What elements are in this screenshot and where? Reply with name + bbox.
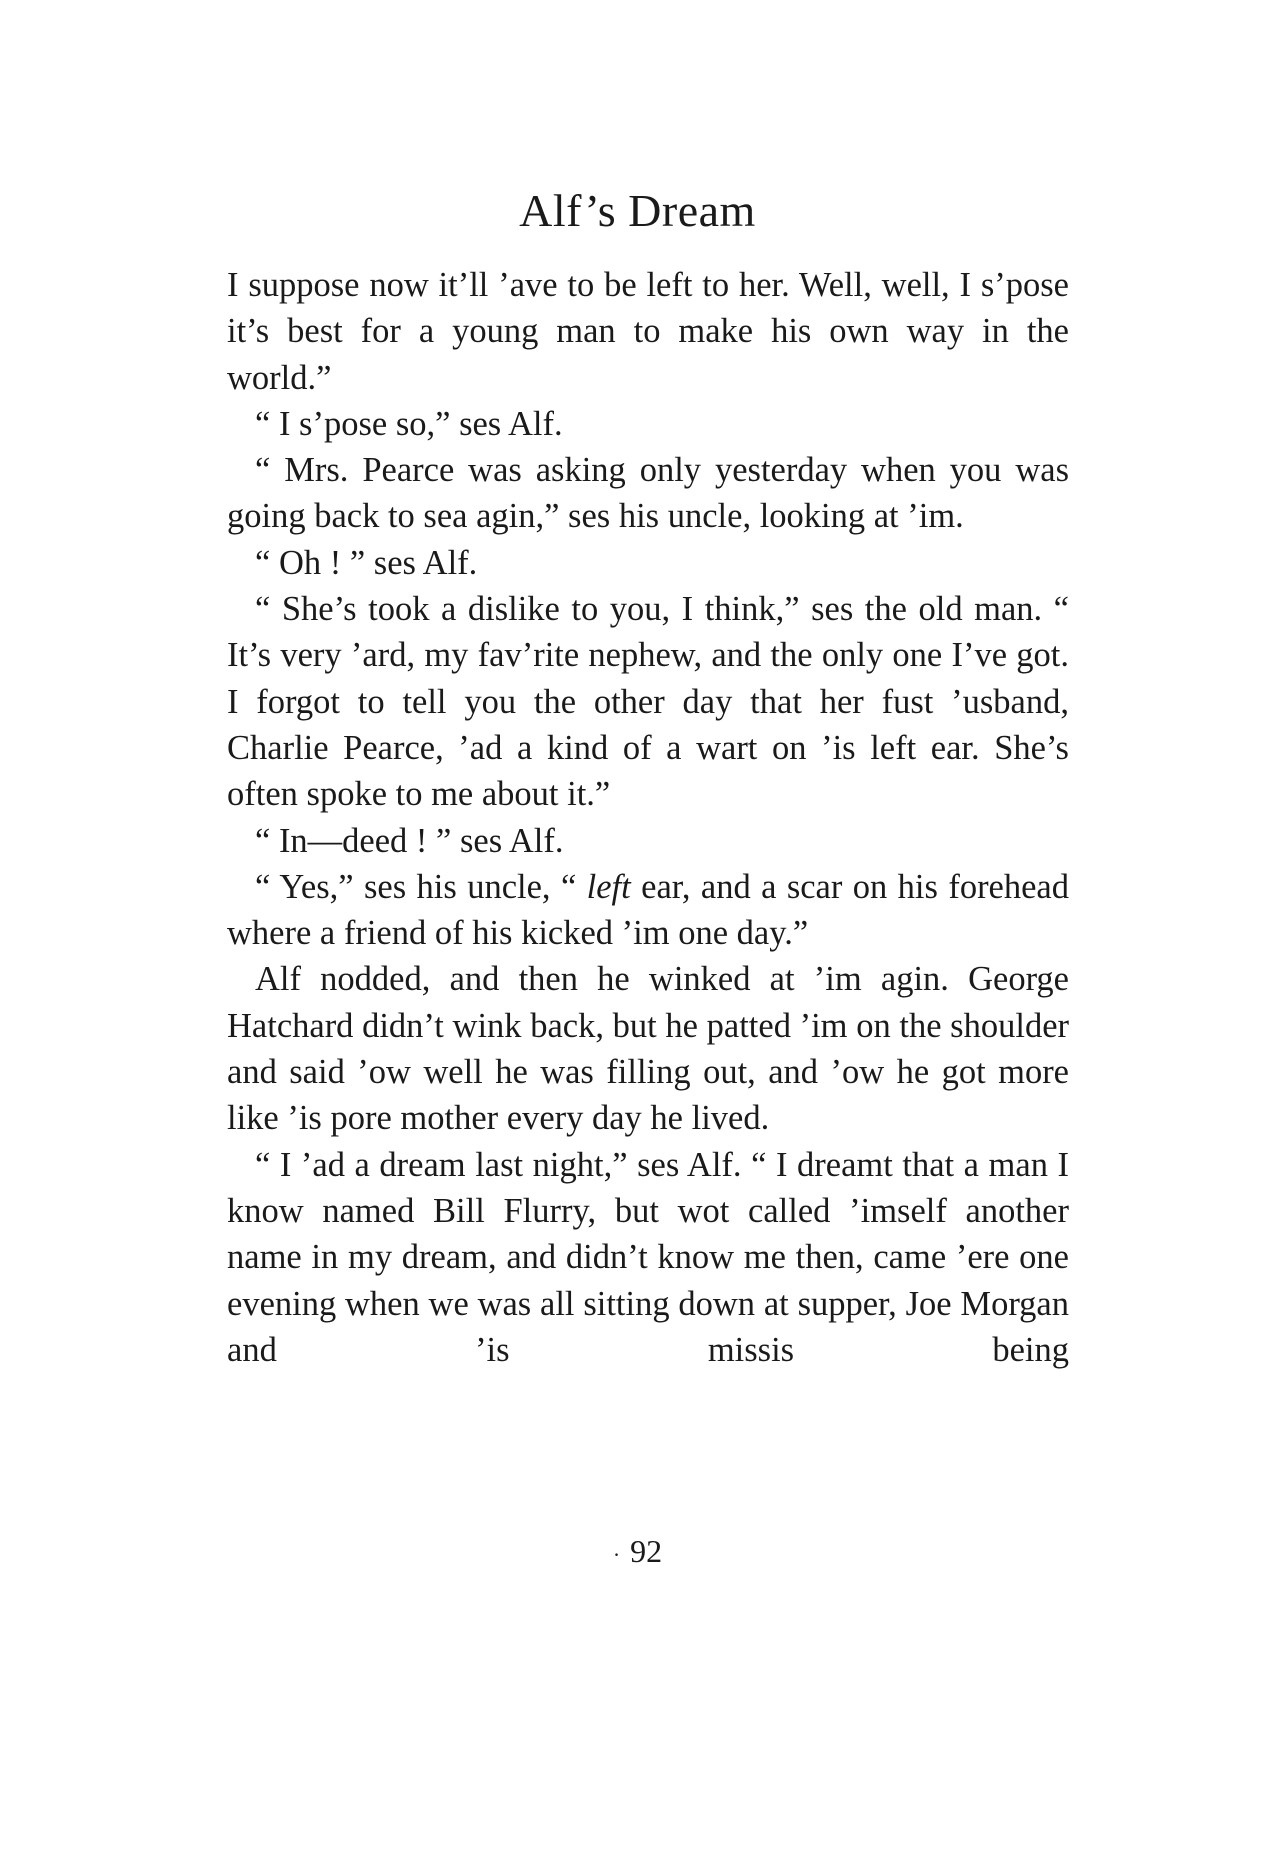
paragraph <box>227 864 1069 957</box>
folio-dot-icon: · <box>612 1541 621 1567</box>
paragraph: “ In—deed ! ” ses Alf. <box>255 821 564 860</box>
paragraph: “ I s’pose so,” ses Alf. <box>255 404 563 443</box>
running-head: Alf’s Dream <box>519 185 756 236</box>
italic-word: left <box>586 867 631 906</box>
paragraph-text: “ Yes,” ses his uncle, “ <box>255 867 587 906</box>
paragraph: I suppose now it’ll ’ave to be left to her. Well, well, I s’pose it’s best for a young man to make his own way in the world.” <box>227 266 1069 397</box>
paragraph: Alf nodded, and then he winked at ’im agin. George Hatchard didn’t wink back, but he patted ’im on the shoulder and said ’ow well he was filling out, and ’ow he got more like ’is pore mother every day he lived. <box>227 960 1069 1138</box>
paragraph: “ She’s took a dislike to you, I think,” ses the old man. “ It’s very ’ard, my fav’rite nephew, and the only one I’ve got. I forgot to tell you the other day that her fust ’usband, Charlie Pearce, ’ad a kind of a wart on ’is left ear. She’s often spoke to me about it.” <box>227 590 1069 814</box>
page-number-value: 92 <box>630 1533 663 1569</box>
paragraph: “ Mrs. Pearce was asking only yesterday when you was going back to sea agin,” ses his uncle, looking at ’im. <box>227 451 1069 536</box>
page-number <box>0 1535 1275 1567</box>
body-text <box>227 262 1069 1373</box>
paragraph: “ Oh ! ” ses Alf. <box>255 543 478 582</box>
paragraph-text: ear, and a scar on his forehead where a friend of his kicked ’im one day.” <box>227 867 1069 953</box>
paragraph: “ I ’ad a dream last night,” ses Alf. “ I dreamt that a man I know named Bill Flurry, but wot called ’imself another name in my dream, and didn’t know me then, came ’ere one evening when we was all sitting down at supper, Joe Morgan and ’is missis being <box>227 1145 1069 1369</box>
